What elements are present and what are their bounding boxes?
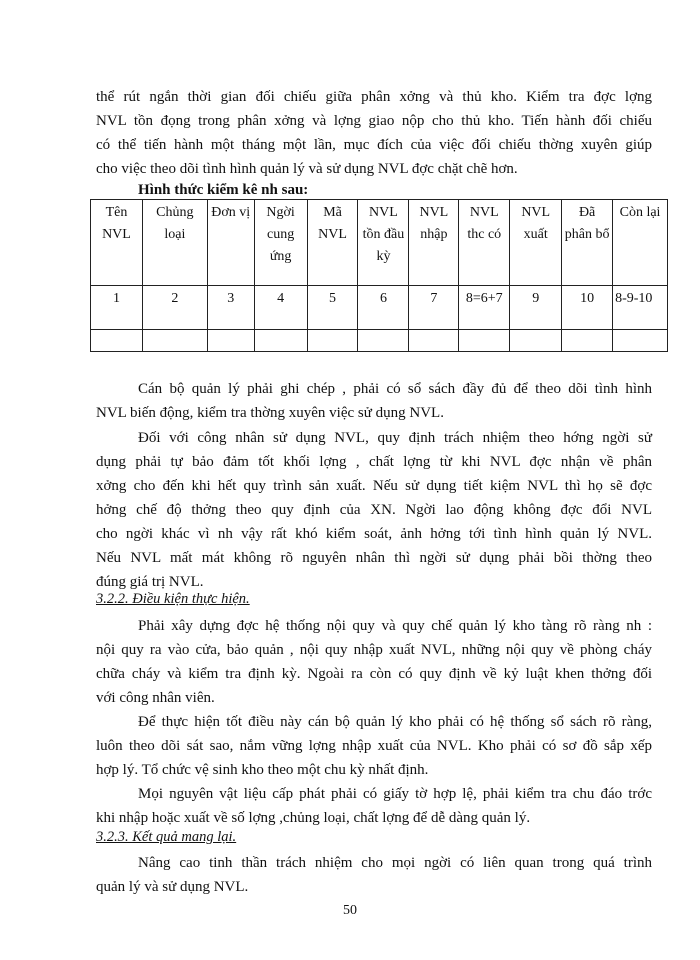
empty-cell (358, 330, 409, 352)
body-line: Để thực hiện tốt điều này cán bộ quản lý kho phải có hệ thống sổ sách rõ ràng, (138, 714, 652, 730)
body-line: Nâng cao tinh thần trách nhiệm cho mọi ngời có liên quan trong quá trình (138, 855, 652, 871)
index-cell: 6 (358, 286, 409, 330)
index-cell: 4 (254, 286, 307, 330)
empty-cell (142, 330, 207, 352)
header-cell: NVL thc có (459, 200, 510, 286)
body-line: cho việc theo dõi tình hình quản lý và sử dụng NVL đợc chặt chẽ hơn. (96, 161, 518, 177)
page-number: 50 (343, 903, 357, 918)
body-line: Nếu NVL mất mát không rõ nguyên nhân thì ngời sử dụng phải bồi thờng theo (96, 550, 652, 566)
body-line: Đối với công nhân sử dụng NVL, quy định trách nhiệm theo hớng ngời sử (138, 430, 652, 446)
header-cell: Ngời cung ứng (254, 200, 307, 286)
body-line: thể rút ngắn thời gian đối chiếu giữa phân xởng và thủ kho. Kiểm tra đợc lợng (96, 89, 652, 105)
empty-cell (459, 330, 510, 352)
header-cell: Đã phân bổ (562, 200, 613, 286)
index-cell: 2 (142, 286, 207, 330)
body-line: cho ngời khác vì nh vậy rất khó kiểm soát, ảnh hởng tới tình hình quản lý NVL. (96, 526, 652, 542)
body-line: chữa cháy và kiểm tra định kỳ. Ngoài ra còn có quy định về kỷ luật khen thởng đối (96, 666, 652, 682)
inventory-table (90, 199, 668, 352)
body-line: hởng chế độ thởng theo quy định của XN. Ngời lao động không đợc đổi NVL (96, 502, 652, 518)
body-line: nội quy ra vào cửa, bảo quản , nội quy nhập xuất NVL, những nội quy về phòng cháy (96, 642, 652, 658)
empty-cell (613, 330, 668, 352)
table-empty-row (91, 330, 668, 352)
header-cell: NVL xuất (510, 200, 562, 286)
empty-cell (409, 330, 459, 352)
header-cell: Còn lại (613, 200, 668, 286)
body-line: NVL biến động, kiểm tra thờng xuyên việc sử dụng NVL. (96, 405, 444, 421)
header-cell: Chủng loại (142, 200, 207, 286)
body-line: Mọi nguyên vật liệu cấp phát phải có giấy tờ hợp lệ, phải kiểm tra chu đáo trớc (138, 786, 652, 802)
body-line: Cán bộ quản lý phải ghi chép , phải có sổ sách đầy đủ để theo dõi tình hình (138, 381, 652, 397)
body-line: luôn theo dõi sát sao, nắm vững lợng nhập xuất của NVL. Kho phải có sơ đồ sắp xếp (96, 738, 652, 754)
body-line: với công nhân viên. (96, 690, 215, 706)
header-cell: NVL tồn đầu kỳ (358, 200, 409, 286)
index-cell: 10 (562, 286, 613, 330)
body-line: xởng cho đến khi hết quy trình sản xuất. Nếu sử dụng tiết kiệm NVL thì họ sẽ đợc (96, 478, 652, 494)
index-cell: 9 (510, 286, 562, 330)
body-line: Phải xây dựng đợc hệ thống nội quy và quy chế quản lý kho tàng rõ ràng nh : (138, 618, 652, 634)
table-header-row (91, 200, 668, 286)
empty-cell (207, 330, 254, 352)
table-index-row (91, 286, 668, 330)
index-cell: 7 (409, 286, 459, 330)
index-cell: 8-9-10 (613, 286, 668, 330)
body-line: khi nhập hoặc xuất về số lợng ,chủng loại, chất lợng để dễ dàng quản lý. (96, 810, 531, 826)
section-heading-3-2-2: 3.2.2. Điều kiện thực hiện. (96, 591, 250, 607)
index-cell: 1 (91, 286, 143, 330)
empty-cell (91, 330, 143, 352)
body-line: dụng phải tự bảo đảm tốt khối lợng , chất lợng từ khi NVL đợc nhận về phân (96, 454, 652, 470)
body-line: đúng giá trị NVL. (96, 574, 204, 590)
empty-cell (510, 330, 562, 352)
index-cell: 8=6+7 (459, 286, 510, 330)
section-heading-3-2-3: 3.2.3. Kết quả mang lại. (96, 829, 237, 845)
body-line: hợp lý. Tổ chức vệ sinh kho theo một chu kỳ nhất định. (96, 762, 429, 778)
header-cell: Mã NVL (307, 200, 358, 286)
body-line: NVL tồn đọng trong phân xởng và lợng giao nộp cho thủ kho. Tiến hành đối chiếu (96, 113, 652, 129)
body-line: quản lý và sử dụng NVL. (96, 879, 249, 895)
table-title: Hình thức kiểm kê nh sau: (138, 182, 309, 198)
body-line: có thể tiến hành một tháng một lần, mục đích của việc đối chiếu thờng xuyên giúp (96, 137, 652, 153)
header-cell: Tên NVL (91, 200, 143, 286)
header-cell: Đơn vị (207, 200, 254, 286)
empty-cell (254, 330, 307, 352)
index-cell: 5 (307, 286, 358, 330)
header-cell: NVL nhập (409, 200, 459, 286)
empty-cell (562, 330, 613, 352)
index-cell: 3 (207, 286, 254, 330)
empty-cell (307, 330, 358, 352)
